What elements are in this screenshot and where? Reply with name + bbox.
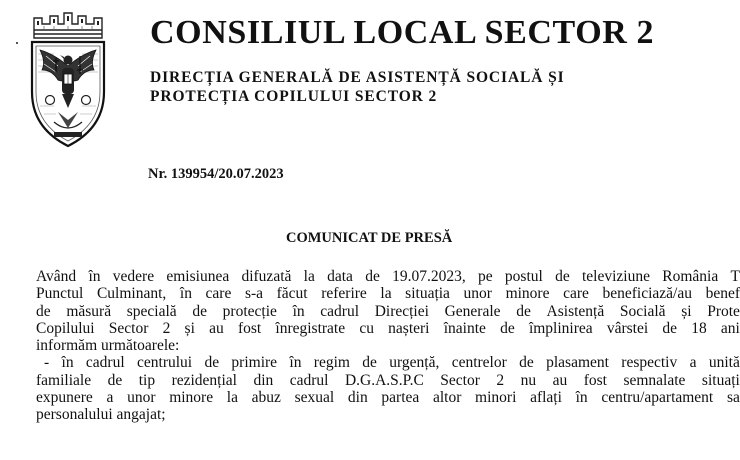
body-word: benef xyxy=(705,285,740,303)
body-word: pe xyxy=(478,268,493,285)
body-word: înregistrate xyxy=(275,319,346,337)
body-word: 2 xyxy=(496,371,505,389)
body-word: vârstei xyxy=(606,319,649,337)
body-word: D.G.A.S.P.C xyxy=(344,371,424,389)
body-word: fost xyxy=(583,371,607,389)
body-word: beneficiază/au xyxy=(602,285,692,303)
body-word: și xyxy=(184,319,195,337)
body-line xyxy=(36,303,740,320)
body-word: 2 xyxy=(162,319,171,337)
body-word: minore xyxy=(169,389,214,407)
body-word: informăm xyxy=(36,337,98,355)
body-word: cu xyxy=(359,319,374,337)
body-word: televiziune xyxy=(581,268,650,285)
body-word: unor xyxy=(463,285,492,303)
directorate-line-2: PROTECȚIA COPILULUI SECTOR 2 xyxy=(150,88,438,105)
body-word: următoarele: xyxy=(101,337,180,355)
body-word: din xyxy=(253,371,274,389)
body-word: Sector xyxy=(108,319,149,337)
body-word: în xyxy=(88,268,101,285)
council-title: CONSILIUL LOCAL SECTOR 2 xyxy=(150,14,655,51)
body-word: sa xyxy=(726,389,740,407)
body-word: centrului xyxy=(137,354,193,372)
press-release-body xyxy=(36,268,740,424)
body-word: și xyxy=(681,302,692,320)
body-word: minore xyxy=(505,285,550,303)
body-word: în xyxy=(179,285,192,303)
body-line xyxy=(36,372,740,389)
body-word: urgență, xyxy=(389,354,440,372)
body-word: au xyxy=(552,371,568,389)
body-word: de xyxy=(365,268,380,285)
body-word: semnalate xyxy=(623,371,686,389)
body-word: nașteri xyxy=(388,319,430,337)
document-title: COMUNICAT DE PRESĂ xyxy=(286,230,453,246)
registration-number: Nr. 139954/20.07.2023 xyxy=(148,166,284,182)
directorate-line-1: DIRECȚIA GENERALĂ DE ASISTENȚĂ SOCIALĂ ȘI xyxy=(150,69,565,86)
body-word: a xyxy=(689,354,697,372)
body-word: 18 xyxy=(691,319,707,337)
body-word: data xyxy=(327,268,353,285)
body-word: vedere xyxy=(112,268,155,285)
body-word: situați xyxy=(701,371,740,389)
body-word: la xyxy=(226,389,238,407)
body-word: de xyxy=(204,354,220,372)
body-word: Asistență xyxy=(546,302,605,320)
body-word: unită xyxy=(708,354,740,372)
body-word: T xyxy=(730,268,740,285)
body-word: nu xyxy=(520,371,537,389)
body-word: de xyxy=(36,302,51,320)
body-word: difuzată xyxy=(241,268,292,285)
body-word: unor xyxy=(127,389,156,407)
body-word: în xyxy=(61,354,74,372)
body-word: Prote xyxy=(707,302,740,320)
body-word: familiale xyxy=(36,371,92,389)
body-word: de xyxy=(192,302,207,320)
body-word: referire xyxy=(321,285,367,303)
body-word: cadrul xyxy=(289,371,329,389)
body-word: au xyxy=(209,319,224,337)
body-word: măsură xyxy=(66,302,112,320)
body-word: care xyxy=(563,285,589,303)
body-word: 19.07.2023, xyxy=(392,268,466,285)
body-word: protecție xyxy=(222,302,277,320)
body-word: regim xyxy=(313,354,350,372)
body-word: partea xyxy=(381,389,420,407)
body-word: cadrul xyxy=(85,354,125,372)
body-word: Având xyxy=(36,268,77,285)
body-line xyxy=(36,285,740,302)
body-line xyxy=(36,406,740,423)
body-line xyxy=(36,337,740,354)
body-word: în xyxy=(292,302,305,320)
body-word: specială xyxy=(126,302,177,320)
body-word: angajat; xyxy=(116,406,166,424)
body-word: care xyxy=(205,285,232,303)
body-word: de xyxy=(500,319,515,337)
body-word: Direcției xyxy=(374,302,429,320)
body-word: rezidențial xyxy=(171,371,237,389)
body-word: aflați xyxy=(530,389,562,407)
body-word: centru/apartament xyxy=(601,389,714,407)
body-word: împlinirea xyxy=(528,319,593,337)
body-line xyxy=(36,268,740,285)
body-word: ani xyxy=(720,319,740,337)
body-word: Generale xyxy=(444,302,501,320)
body-word: tip xyxy=(138,371,156,389)
body-word: fost xyxy=(237,319,262,337)
body-word: la xyxy=(380,285,392,303)
scan-speck xyxy=(16,42,18,44)
body-line xyxy=(36,320,740,337)
body-word: sexual xyxy=(294,389,335,407)
body-word: postul xyxy=(504,268,543,285)
body-word: din xyxy=(347,389,368,407)
body-word: în xyxy=(575,389,588,407)
body-word: de xyxy=(555,268,570,285)
body-word: centrelor xyxy=(451,354,507,372)
body-word: Culminant, xyxy=(96,285,167,303)
body-word: România xyxy=(662,268,719,285)
body-word: Sector xyxy=(440,371,480,389)
body-word: de xyxy=(662,319,678,337)
body-word: minori xyxy=(475,389,517,407)
body-word: expunere xyxy=(36,389,93,407)
directorate-name xyxy=(150,68,565,106)
body-word: de xyxy=(362,354,377,372)
body-line xyxy=(36,389,740,406)
body-word: cadrul xyxy=(320,302,360,320)
body-word: primire xyxy=(231,354,278,372)
body-word: în xyxy=(289,354,302,372)
body-word: emisiunea xyxy=(166,268,230,285)
body-word: de xyxy=(516,302,531,320)
body-word: personalului xyxy=(36,406,113,424)
body-line xyxy=(36,354,740,371)
body-word: făcut xyxy=(276,285,308,303)
body-word: la xyxy=(303,268,315,285)
body-word: de xyxy=(107,371,123,389)
sector-2-coat-of-arms-icon xyxy=(24,10,112,150)
body-word: - xyxy=(44,354,50,372)
body-word: înainte xyxy=(443,319,486,337)
body-word: situația xyxy=(405,285,450,303)
body-word: plasament xyxy=(546,354,609,372)
body-word: a xyxy=(106,389,114,407)
body-word: Copilului xyxy=(36,319,95,337)
body-word: s-a xyxy=(244,285,264,303)
body-word: respectiv xyxy=(621,354,678,372)
body-word: Punctul xyxy=(36,285,84,303)
body-word: abuz xyxy=(251,389,281,407)
body-word: altor xyxy=(432,389,462,407)
body-word: de xyxy=(519,354,534,372)
body-word: Socială xyxy=(619,302,666,320)
